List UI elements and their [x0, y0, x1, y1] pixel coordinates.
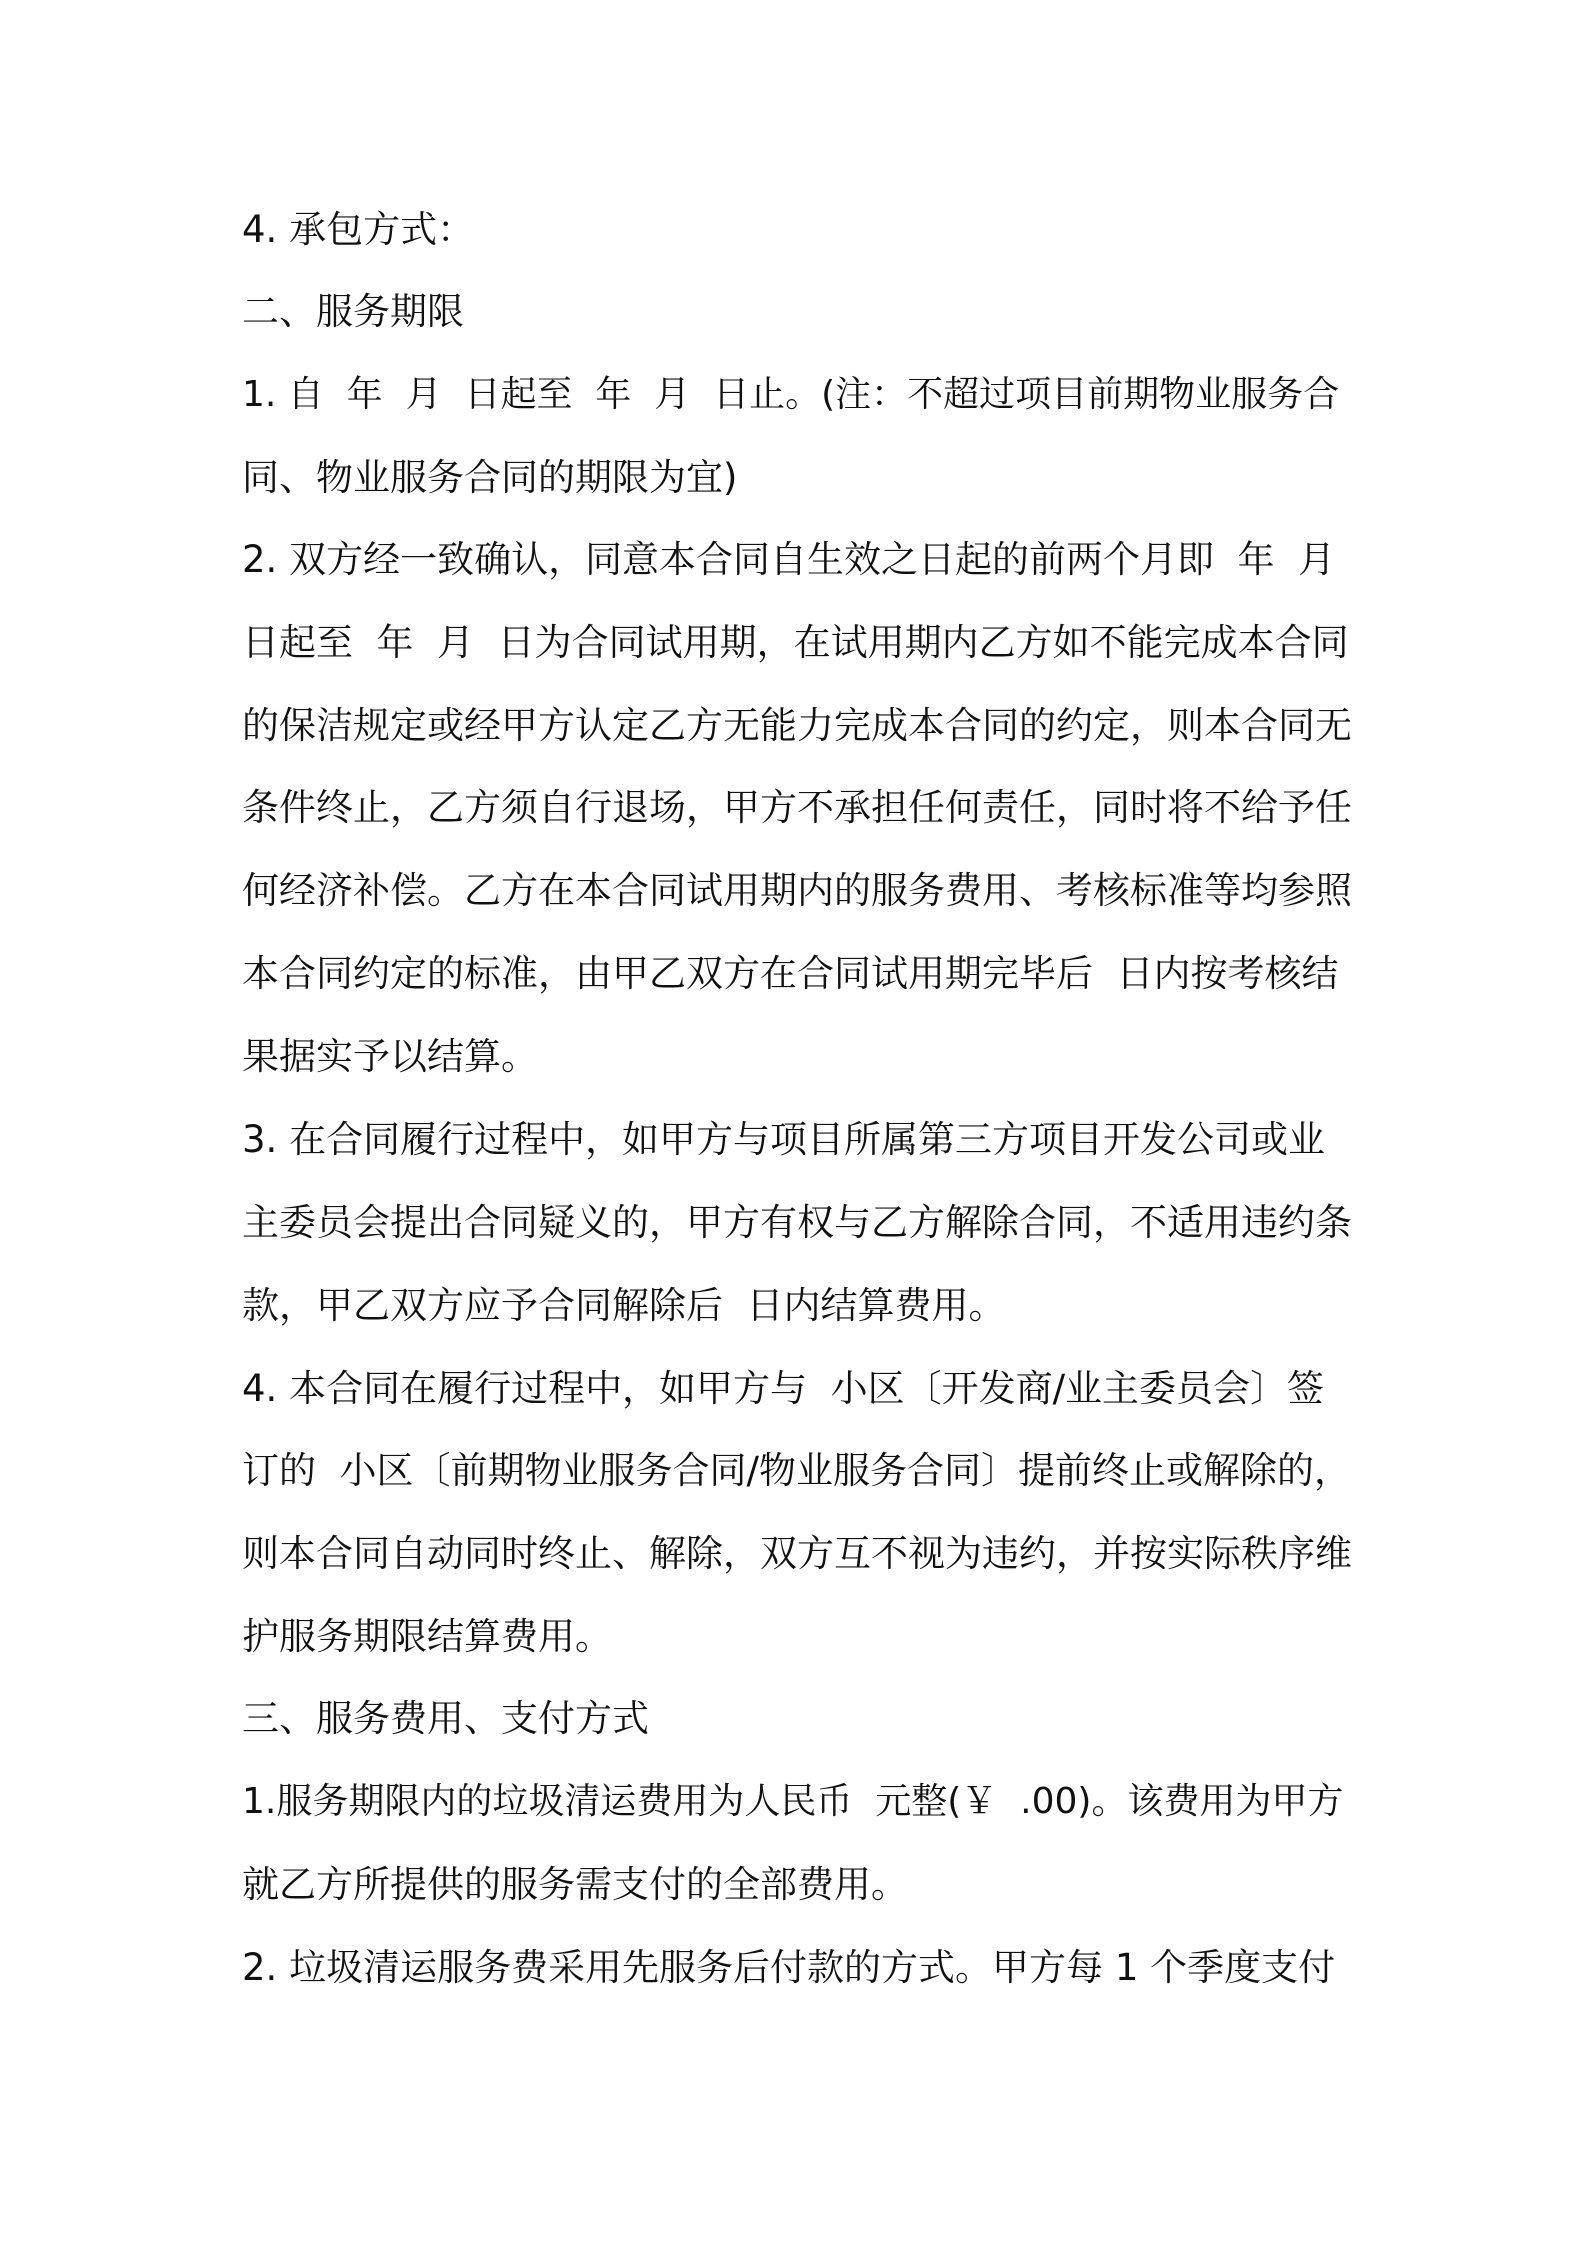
text-line: 订的 小区〔前期物业服务合同/物业服务合同〕提前终止或解除的， [242, 1449, 1351, 1492]
text-line: 的保洁规定或经甲方认定乙方无能力完成本合同的约定，则本合同无 [242, 704, 1352, 747]
clause-heading-contract-method: 4. 承包方式： [242, 208, 475, 251]
text-line: 款，甲乙双方应予合同解除后 日内结算费用。 [242, 1284, 1006, 1327]
text-line: 护服务期限结算费用。 [242, 1615, 612, 1658]
text-line: 2. 双方经一致确认，同意本合同自生效之日起的前两个月即 年 月 [242, 538, 1336, 581]
text-line: 主委员会提出合同疑义的，甲方有权与乙方解除合同，不适用违约条 [242, 1201, 1352, 1244]
text-line: 1.服务期限内的垃圾清运费用为人民币 元整(￥ .00)。该费用为甲方 [242, 1781, 1344, 1822]
text-line: 1. 自 年 月 日起至 年 月 日止。(注：不超过项目前期物业服务合 [242, 374, 1340, 415]
text-line: 2. 垃圾清运服务费采用先服务后付款的方式。甲方每 1 个季度支付 [242, 1946, 1336, 1989]
text-line: 日起至 年 月 日为合同试用期，在试用期内乙方如不能完成本合同 [242, 621, 1349, 664]
text-line: 3. 在合同履行过程中，如甲方与项目所属第三方项目开发公司或业 [242, 1118, 1326, 1161]
section-heading-service-period: 二、服务期限 [242, 290, 464, 333]
text-line: 本合同约定的标准，由甲乙双方在合同试用期完毕后 日内按考核结 [242, 952, 1339, 995]
section-heading-fees-payment: 三、服务费用、支付方式 [242, 1697, 649, 1740]
text-line: 就乙方所提供的服务需支付的全部费用。 [242, 1863, 908, 1906]
text-line: 则本合同自动同时终止、解除，双方互不视为违约，并按实际秩序维 [242, 1532, 1352, 1575]
text-line: 4. 本合同在履行过程中，如甲方与 小区〔开发商/业主委员会〕签 [242, 1367, 1325, 1410]
text-line: 条件终止，乙方须自行退场，甲方不承担任何责任，同时将不给予任 [242, 786, 1352, 829]
text-line: 同、物业服务合同的期限为宜) [242, 456, 738, 499]
text-line: 果据实予以结算。 [242, 1035, 538, 1078]
text-line: 何经济补偿。乙方在本合同试用期内的服务费用、考核标准等均参照 [242, 869, 1352, 912]
